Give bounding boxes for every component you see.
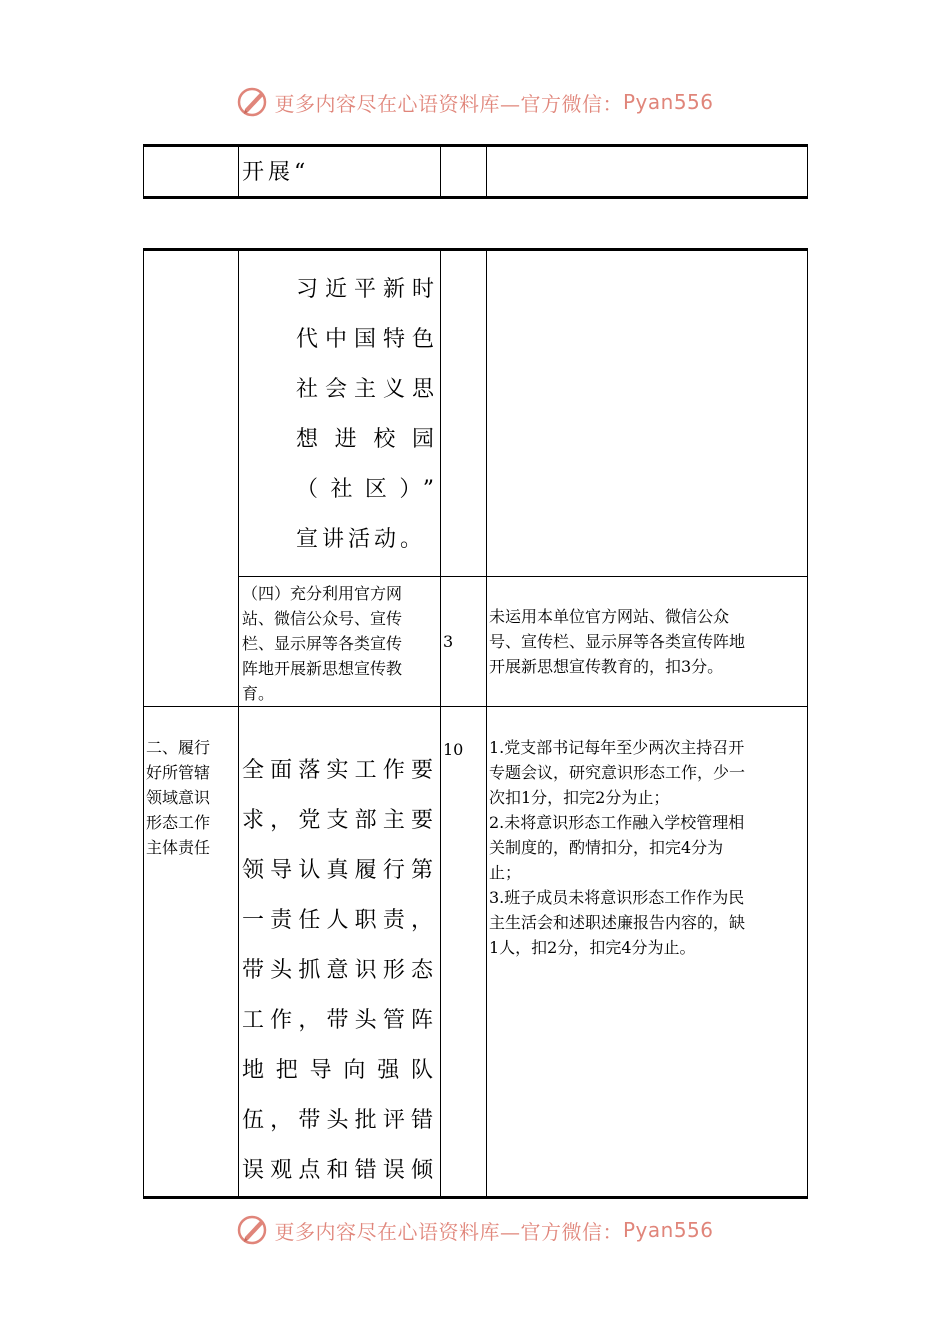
content-line: 代中国特色 — [296, 327, 438, 352]
content-line: 宣讲活动。 — [296, 527, 427, 552]
criteria-line: 专题会议，研究意识形态工作，少一 — [489, 763, 746, 782]
content-line: 想 进 校 园 — [296, 427, 438, 452]
criteria-cell — [487, 707, 808, 1198]
content-cell — [239, 707, 441, 1198]
watermark-wechat: Pyan556 — [622, 1218, 714, 1242]
content-text: 开展“ — [242, 160, 310, 185]
content-line: 求，党支部主要 — [242, 808, 437, 833]
content-line: （社区）” — [296, 477, 438, 502]
score-value: 3 — [443, 632, 454, 651]
assessment-table-part1 — [143, 144, 808, 199]
watermark-banner-top — [0, 82, 950, 122]
category-line: 主体责任 — [146, 838, 211, 857]
category-cell — [144, 250, 239, 707]
content-cell — [239, 250, 441, 577]
content-line: 误观点和错误倾 — [242, 1158, 437, 1183]
content-line: 社会主义思 — [296, 377, 438, 402]
content-line: 育。 — [242, 684, 275, 703]
content-line: 一责任人职责， — [242, 908, 437, 933]
criteria-line: 1.党支部书记每年至少两次主持召开 — [489, 738, 745, 757]
criteria-line: 关制度的，酌情扣分，扣完4分为 — [489, 838, 724, 857]
score-cell — [441, 146, 487, 198]
content-line: 领导认真履行第 — [242, 858, 437, 883]
assessment-table-part2 — [143, 248, 808, 1199]
criteria-cell — [487, 250, 808, 577]
content-line: 习近平新时 — [296, 277, 438, 302]
category-cell — [144, 146, 239, 198]
criteria-line: 2.未将意识形态工作融入学校管理相 — [489, 813, 745, 832]
content-line: 阵地开展新思想宣传教 — [242, 659, 403, 678]
watermark-banner-bottom — [0, 1210, 950, 1250]
criteria-line: 主生活会和述职述廉报告内容的，缺 — [489, 913, 746, 932]
content-cell — [239, 577, 441, 707]
score-value: 10 — [443, 740, 464, 759]
category-cell — [144, 707, 239, 1198]
criteria-line: 开展新思想宣传教育的，扣3分。 — [489, 657, 724, 676]
content-cell — [239, 146, 441, 198]
content-line: 全面落实工作要 — [242, 758, 437, 783]
criteria-line: 1人，扣2分，扣完4分为止。 — [489, 938, 696, 957]
criteria-line: 未运用本单位官方网站、微信公众 — [489, 607, 730, 626]
criteria-cell — [487, 146, 808, 198]
category-line: 好所管辖 — [146, 763, 211, 782]
score-cell — [441, 250, 487, 577]
watermark-wechat: Pyan556 — [622, 90, 714, 114]
category-line: 形态工作 — [146, 813, 211, 832]
content-line: 地把导向强队 — [242, 1058, 437, 1083]
category-line: 领域意识 — [146, 788, 211, 807]
criteria-line: 号、宣传栏、显示屏等各类宣传阵地 — [489, 632, 746, 651]
criteria-line: 止； — [489, 863, 522, 882]
content-line: 栏、显示屏等各类宣传 — [242, 634, 403, 653]
criteria-line: 次扣1分，扣完2分为止； — [489, 788, 670, 807]
pen-logo-icon — [236, 85, 270, 119]
score-cell — [441, 577, 487, 707]
watermark-text: 更多内容尽在心语资料库—官方微信： — [274, 91, 623, 116]
category-line: 二、履行 — [146, 738, 211, 757]
content-line: 带头抓意识形态 — [242, 958, 437, 983]
watermark-text: 更多内容尽在心语资料库—官方微信： — [274, 1219, 623, 1244]
content-line: 工作，带头管阵 — [242, 1008, 437, 1033]
content-line: 伍，带头批评错 — [242, 1108, 437, 1133]
pen-logo-icon — [236, 1213, 270, 1247]
content-line: 站、微信公众号、宣传 — [242, 609, 403, 628]
content-line: （四）充分利用官方网 — [242, 584, 403, 603]
criteria-line: 3.班子成员未将意识形态工作作为民 — [489, 888, 745, 907]
score-cell — [441, 707, 487, 1198]
criteria-cell — [487, 577, 808, 707]
